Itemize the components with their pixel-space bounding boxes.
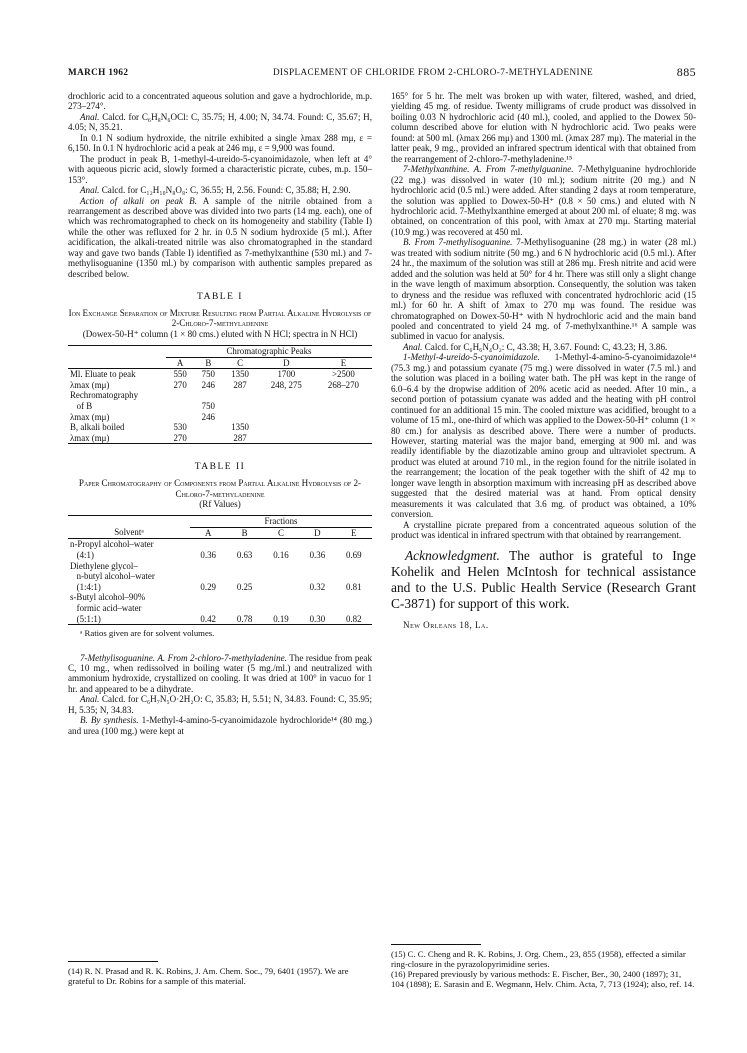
row-label: (5:1:1) bbox=[68, 614, 190, 625]
paragraph: A crystalline picrate prepared from a concentrated aqueous solution of the product was identical in infrared spectrum with that obtained by rearrangement. bbox=[391, 519, 696, 541]
table-row bbox=[68, 592, 372, 603]
table-1-subcaption: (Dowex-50-H⁺ column (1 × 80 cms.) eluted with N HCl; spectra in N HCl) bbox=[82, 329, 358, 340]
table-2 bbox=[68, 515, 372, 625]
footnote-16: (16) Prepared previously by various methods: E. Fischer, Ber., 30, 2400 (1897); 31, 104 (1898); E. Sarasin and E. Wegmann, Helv. Chim. Acta, 7, 713 (1924); also, ref. 14. bbox=[391, 969, 695, 990]
paragraph: Anal. Calcd. for C₁₂H₁₀N₈O₈: C, 36.55; H, 2.56. Found: C, 35.88; H, 2.90. bbox=[80, 185, 351, 196]
table-cell: 0.42 bbox=[190, 614, 226, 625]
table-row bbox=[68, 369, 372, 380]
row-label: λmax (mμ) bbox=[70, 411, 110, 422]
paragraph: Anal. Calcd. for C₆H₈N₆OCl: C, 35.75; H, 4.00; N, 34.74. Found: C, 35.67; H, 4.05; N, 35.21. bbox=[68, 111, 372, 133]
table-cell: 0.29 bbox=[200, 581, 216, 592]
table-cell: 270 bbox=[173, 379, 187, 390]
table-cell: 287 bbox=[222, 433, 257, 444]
table-column-header: B bbox=[194, 357, 222, 369]
table-cell bbox=[226, 571, 262, 582]
table-column-header: C bbox=[263, 527, 299, 539]
table-cell bbox=[258, 390, 315, 401]
table-cell bbox=[166, 401, 194, 412]
paragraph: 7-Methylisoguanine. A. From 2-chloro-7-methyladenine. The residue from peak C, 10 mg., when redissolved in boiling water (5 mg./ml.) and neutralized with ammonium hydroxide, crystallized on cooling. It was dried at 100° in vacuo for 1 hr. and appeared to be a dihydrate. bbox=[68, 652, 372, 694]
table-cell bbox=[190, 571, 226, 582]
table-cell: 246 bbox=[201, 379, 215, 390]
table-header: Solventᵃ bbox=[68, 527, 190, 539]
table-row bbox=[68, 401, 372, 412]
table-cell bbox=[263, 539, 299, 550]
table-cell: 246 bbox=[201, 411, 215, 422]
table-row bbox=[68, 412, 372, 423]
table-cell bbox=[299, 571, 335, 582]
table-column-header: E bbox=[315, 357, 372, 369]
table-cell bbox=[190, 603, 226, 614]
table-cell bbox=[315, 390, 372, 401]
paragraph: In 0.1 N sodium hydroxide, the nitrile exhibited a single λmax 288 mμ, ε = 6,150. In 0.1 N hydrochloric acid a peak at 246 mμ, ε = 9,900 was found. bbox=[68, 132, 372, 154]
table-column-header: C bbox=[222, 357, 257, 369]
page-number: 885 bbox=[676, 65, 696, 79]
table-cell: 550 bbox=[173, 369, 187, 380]
table-cell: 248, 275 bbox=[270, 379, 302, 390]
footnote-rule bbox=[391, 944, 481, 945]
table-cell: 530 bbox=[173, 422, 187, 433]
row-label: Rechromatography bbox=[70, 390, 139, 401]
table-cell bbox=[166, 412, 194, 423]
row-label: B, alkali boiled bbox=[70, 422, 125, 433]
table-cell: 750 bbox=[201, 400, 215, 411]
table-cell: 1700 bbox=[277, 369, 296, 380]
table-cell bbox=[299, 592, 335, 603]
table-cell bbox=[299, 561, 335, 572]
row-label: (1:4:1) bbox=[70, 581, 101, 592]
table-row bbox=[68, 422, 372, 433]
footnote-14: (14) R. N. Prasad and R. K. Robins, J. Am. Chem. Soc., 79, 6401 (1957). We are grateful to Dr. Robins for a sample of this material. bbox=[68, 966, 349, 987]
paragraph: 7-Methylxanthine. A. From 7-methylguanine. 7-Methylguanine hydrochloride (22 mg.) was dissolved in water (10 ml.); sodium nitrite (20 mg.) and N hydrochloric acid (0.5 ml.) were added. After standing 2 days at room temperature, the solution was applied to Dowex-50-H⁺ (0.8 × 50 cms.) and eluted with N hydrochloric acid. 7-Methylxanthine emerged at about 200 ml. of eluate; 8 mg. was obtained, on concentration of this pool, with λmax at 270 mμ. Starting material (10.9 mg.) was recovered at 450 ml. bbox=[391, 164, 696, 237]
footnote-15: (15) C. C. Cheng and R. K. Robins, J. Org. Chem., 23, 855 (1958), effected a similar ring-closure in the pyrazolopyrimidine series. bbox=[391, 949, 686, 970]
table-cell bbox=[263, 561, 299, 572]
author-address: New Orleans 18, La. bbox=[403, 620, 489, 631]
row-label: of B bbox=[70, 400, 93, 411]
table-cell bbox=[263, 592, 299, 603]
table-1 bbox=[68, 345, 372, 444]
table-cell: 0.36 bbox=[200, 549, 216, 560]
table-column-header: A bbox=[166, 357, 194, 369]
table-cell bbox=[263, 571, 299, 582]
table-cell bbox=[315, 422, 372, 433]
table-cell bbox=[315, 433, 372, 444]
right-footnotes bbox=[391, 938, 696, 989]
row-label: Ml. Eluate to peak bbox=[70, 369, 136, 380]
row-label: (4:1) bbox=[70, 549, 94, 560]
table-row bbox=[68, 571, 372, 582]
table-cell: 0.32 bbox=[309, 581, 326, 592]
table-cell: 0.36 bbox=[309, 549, 326, 560]
table-cell: 0.78 bbox=[226, 614, 262, 625]
table-cell bbox=[258, 401, 315, 412]
table-cell bbox=[226, 561, 262, 572]
table-cell: 268–270 bbox=[327, 379, 359, 390]
paragraph: Anal. Calcd. for C₆H₇N₅O·2H₂O: C, 35.83; H, 5.51; N, 34.83. Found: C, 35.95; H, 5.35; N, 34.83. bbox=[68, 694, 372, 715]
table-cell bbox=[263, 603, 299, 614]
right-column bbox=[391, 91, 696, 631]
table-cell: 1350 bbox=[231, 422, 249, 433]
paragraph: 1-Methyl-4-ureido-5-cyanoimidazole. 1-Methyl-4-amino-5-cyanoimidazole¹⁴ (75.3 mg.) and potassium cyanate (75 mg.) were dissolved in water (7.5 ml.) and the solution was placed in a boiling water bath. The pH was kept in the range of 6.0–6.4 by the dropwise addition of 20% acetic acid as needed. After 10 min., a second portion of potassium cyanate was added and the heating with pH control continued for an additional 15 min. The cooled mixture was acidified, brought to a volume of 15 ml., one-third of which was applied to the Dowex-50-H⁺ column (1 × 80 cm.) for analysis as described above. There were a number of products. However, starting material was the major band, emerging at 900 ml. and was readily identifiable by the diazotizable amino group and ultraviolet spectrum. A product was eluted at around 710 ml., in the region found for the nitrile isolated in the rearrangement; the location of the peak together with the shift of 42 mμ to longer wave length in absorption maximum with increasing pH as described above suggested that the desired material was at hand. From optical density measurements it was calculated that 3.6 mg. of product was obtained, a 10% conversion. bbox=[391, 352, 696, 520]
table-row bbox=[68, 380, 372, 391]
table-cell: 0.30 bbox=[299, 614, 335, 625]
table-cell: >2500 bbox=[332, 369, 355, 380]
left-column bbox=[68, 91, 372, 736]
row-label: n-butyl alcohol–water bbox=[70, 571, 155, 582]
table-cell bbox=[226, 603, 262, 614]
table-cell bbox=[315, 412, 372, 423]
table-header: Fractions bbox=[190, 516, 372, 528]
table-column-header: D bbox=[299, 527, 335, 539]
table-2-caption: Paper Chromatography of Components from Partial Alkaline Hydrolysis of 2-Chloro-7-methyladenine bbox=[78, 477, 362, 499]
table-cell bbox=[194, 433, 222, 444]
table-row bbox=[68, 582, 372, 593]
paragraph: B. From 7-methylisoguanine. 7-Methylisoguanine (28 mg.) in water (28 ml.) was treated with sodium nitrite (50 mg.) and 6 N hydrochloric acid (0.5 ml.). After 24 hr., the maximum of the solution was still at 286 mμ. Fresh nitrite and acid were added and the solution was held at 50° for 4 hr. There was still only a slight change in the wave length of maximum absorption. Consequently, the solution was taken to dryness and the residue was refluxed with concentrated hydrochloric acid (15 ml.) for 60 hr. A shift of λmax to 270 mμ was found. The residue was chromatographed on Dowex-50-H⁺ with N hydrochloric acid and the main band pooled and concentrated to yield 24 mg. of 7-methylxanthine.¹⁶ A sample was sublimed in vacuo for analysis. bbox=[391, 237, 696, 342]
table-cell bbox=[336, 539, 372, 550]
row-label: λmax (mμ) bbox=[70, 379, 110, 390]
paragraph: Action of alkali on peak B. A sample of the nitrile obtained from a rearrangement as described above was divided into two parts (14 mg. each), one of which was rechromatographed to check on its homogeneity and stability (Table I) while the other was refluxed for 2 hr. in 0.5 N sodium hydroxide (5 ml.). After acidification, the alkali-treated nitrile was also chromatographed in the standard way and gave two bands (Table I) identified as 7-methylxanthine (530 ml.) and 7-methylisoguanine (1350 ml.) by comparison with authentic samples prepared as described below. bbox=[68, 195, 373, 279]
table-cell bbox=[299, 603, 335, 614]
table-cell bbox=[190, 561, 226, 572]
table-cell bbox=[258, 412, 315, 423]
paragraph: B. By synthesis. 1-Methyl-4-amino-5-cyanoimidazole hydrochloride¹⁴ (80 mg.) and urea (100 mg.) were kept at bbox=[68, 715, 372, 736]
table-cell bbox=[222, 401, 257, 412]
paragraph: drochloric acid to a concentrated aqueous solution and gave a hydrochloride, m.p. 273–274°. bbox=[68, 91, 372, 112]
table-cell bbox=[194, 390, 222, 401]
table-cell bbox=[336, 571, 372, 582]
running-title: DISPLACEMENT OF CHLORIDE FROM 2-CHLORO-7-METHYLADENINE bbox=[273, 67, 594, 77]
table-cell: 0.82 bbox=[336, 614, 372, 625]
table-1-caption: Ion Exchange Separation of Mixture Resulting from Partial Alkaline Hydrolysis of 2-Chloro-7-methyladenine bbox=[68, 307, 372, 329]
table-cell bbox=[222, 390, 257, 401]
paragraph: Anal. Calcd. for C₆H₆N₄O₂: C, 43.38; H, 3.67. Found: C, 43.23; H, 3.86. bbox=[403, 341, 668, 352]
row-label: n-Propyl alcohol–water bbox=[70, 539, 154, 550]
table-cell: 270 bbox=[166, 433, 194, 444]
table-cell bbox=[190, 592, 226, 603]
table-column-header: E bbox=[336, 527, 372, 539]
table-row bbox=[68, 561, 372, 572]
table-row bbox=[68, 433, 372, 444]
left-footnotes bbox=[68, 955, 372, 986]
table-cell bbox=[299, 539, 335, 550]
row-label: formic acid–water bbox=[70, 602, 142, 613]
table-row bbox=[68, 390, 372, 401]
table-cell bbox=[190, 539, 226, 550]
table-row bbox=[68, 603, 372, 614]
table-row bbox=[68, 539, 372, 550]
table-1-label: TABLE I bbox=[197, 292, 243, 303]
table-column-header: A bbox=[190, 527, 226, 539]
paragraph: The product in peak B, 1-methyl-4-ureido-5-cyanoimidazole, when left at 4° with aqueous picric acid, slowly formed a characteristic picrate, cubes, m.p. 150–153°. bbox=[68, 153, 372, 185]
table-cell bbox=[263, 582, 299, 593]
running-header bbox=[68, 67, 696, 81]
row-label: s-Butyl alcohol–90% bbox=[70, 592, 146, 603]
table-cell bbox=[166, 390, 194, 401]
table-2-subcaption: (Rf Values) bbox=[199, 499, 241, 510]
table-footnote: ᵃ Ratios given are for solvent volumes. bbox=[80, 628, 215, 639]
table-cell: 287 bbox=[233, 379, 247, 390]
table-column-header: B bbox=[226, 527, 262, 539]
table-row bbox=[68, 614, 372, 625]
table-cell: 0.25 bbox=[236, 581, 253, 592]
table-cell: 0.16 bbox=[273, 549, 289, 560]
table-cell bbox=[226, 592, 262, 603]
table-cell: 0.81 bbox=[346, 581, 362, 592]
table-cell bbox=[336, 603, 372, 614]
paragraph: 165° for 5 hr. The melt was broken up with water, filtered, washed, and dried, yielding 45 mg. of residue. Twenty milligrams of crude product was dissolved in boiling 0.03 N hydrochloric acid (40 ml.), cooled, and applied to the Dowex 50-column described above for elution with N hydrochloric acid. Two peaks were found: at 500 ml. (λmax 266 mμ) and 1300 ml. (λmax 287 mμ). The material in the latter peak, 9 mg., provided an infrared spectrum identical with that obtained from the rearrangement of 2-chloro-7-methyladenine.¹⁵ bbox=[391, 91, 696, 164]
table-cell bbox=[222, 412, 257, 423]
row-label: Diethylene glycol– bbox=[70, 560, 138, 571]
issue-date: MARCH 1962 bbox=[68, 67, 129, 77]
table-cell bbox=[258, 422, 315, 433]
table-cell bbox=[226, 539, 262, 550]
row-label: λmax (mμ) bbox=[68, 433, 166, 444]
table-cell bbox=[336, 592, 372, 603]
table-column-header: D bbox=[258, 357, 315, 369]
table-cell: 0.19 bbox=[263, 614, 299, 625]
table-cell bbox=[194, 422, 222, 433]
footnote-rule bbox=[68, 961, 158, 962]
table-cell: 0.63 bbox=[236, 549, 253, 560]
acknowledgment: Acknowledgment. The author is grateful to Inge Kohelik and Helen McIntosh for technical assistance and to the U.S. Public Health Service (Research Grant C-3871) for support of this work. bbox=[391, 548, 696, 612]
table-row bbox=[68, 550, 372, 561]
table-header: Chromatographic Peaks bbox=[166, 346, 372, 358]
table-cell bbox=[315, 401, 372, 412]
table-cell bbox=[336, 561, 372, 572]
table-cell: 750 bbox=[201, 369, 215, 380]
table-cell bbox=[258, 433, 315, 444]
table-cell: 1350 bbox=[231, 369, 249, 380]
table-cell: 0.69 bbox=[346, 549, 362, 560]
table-2-label: TABLE II bbox=[194, 462, 246, 473]
